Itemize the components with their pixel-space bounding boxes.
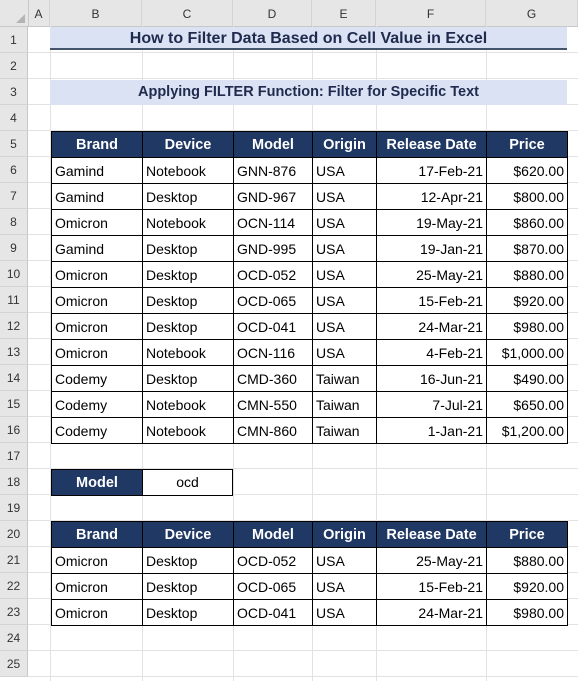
table-row (52, 366, 568, 392)
cell-origin[interactable]: USA (313, 314, 377, 340)
cell-price[interactable]: $980.00 (487, 314, 568, 340)
cell-device[interactable]: Notebook (143, 418, 234, 444)
row-header-16[interactable]: 16 (0, 417, 28, 443)
cell-release-date[interactable]: 12-Apr-21 (377, 184, 487, 210)
cell-release-date[interactable]: 19-May-21 (377, 210, 487, 236)
cell-price[interactable]: $920.00 (487, 574, 568, 600)
cell-origin[interactable]: USA (313, 548, 377, 574)
cell-origin[interactable]: USA (313, 574, 377, 600)
cell-model[interactable]: CMN-860 (234, 418, 313, 444)
cell-device[interactable]: Desktop (143, 574, 234, 600)
header-price[interactable]: Price (487, 522, 568, 548)
header-device[interactable]: Device (143, 132, 234, 158)
row-header-18[interactable]: 18 (0, 469, 28, 495)
row-header-15[interactable]: 15 (0, 391, 28, 417)
header-brand[interactable]: Brand (52, 132, 143, 158)
header-device[interactable]: Device (143, 522, 234, 548)
header-price[interactable]: Price (487, 132, 568, 158)
cell-price[interactable]: $980.00 (487, 600, 568, 626)
cell-release-date[interactable]: 25-May-21 (377, 548, 487, 574)
header-release-date[interactable]: Release Date (377, 522, 487, 548)
cell-price[interactable]: $620.00 (487, 158, 568, 184)
cell-origin[interactable]: Taiwan (313, 418, 377, 444)
cell-device[interactable]: Notebook (143, 210, 234, 236)
table-row (52, 600, 568, 626)
cell-origin[interactable]: Taiwan (313, 392, 377, 418)
cell-origin[interactable]: USA (313, 600, 377, 626)
gridline-horizontal (28, 52, 578, 53)
table-row (52, 574, 568, 600)
cell-release-date[interactable]: 19-Jan-21 (377, 236, 487, 262)
cell-origin[interactable]: USA (313, 158, 377, 184)
cell-device[interactable]: Desktop (143, 314, 234, 340)
cell-release-date[interactable]: 24-Mar-21 (377, 314, 487, 340)
section-subtitle: Applying FILTER Function: Filter for Specific Text (50, 80, 567, 105)
cell-brand[interactable]: Omicron (52, 548, 143, 574)
row-header-14[interactable]: 14 (0, 365, 28, 391)
row-header-21[interactable]: 21 (0, 547, 28, 573)
cell-model[interactable]: GNN-876 (234, 158, 313, 184)
cell-model[interactable]: OCD-041 (234, 314, 313, 340)
row-header-3[interactable]: 3 (0, 79, 28, 105)
table-row (52, 392, 568, 418)
cell-price[interactable]: $650.00 (487, 392, 568, 418)
criteria-label[interactable]: Model (51, 469, 143, 496)
cell-device[interactable]: Notebook (143, 158, 234, 184)
select-all-corner[interactable] (0, 0, 29, 26)
cell-device[interactable]: Desktop (143, 184, 234, 210)
header-model[interactable]: Model (234, 522, 313, 548)
row-header-5[interactable]: 5 (0, 131, 28, 157)
cell-model[interactable]: OCN-114 (234, 210, 313, 236)
table-row (52, 548, 568, 574)
sheet-title: How to Filter Data Based on Cell Value in Excel (50, 27, 567, 50)
cell-device[interactable]: Desktop (143, 600, 234, 626)
cell-model[interactable]: OCD-041 (234, 600, 313, 626)
header-model[interactable]: Model (234, 132, 313, 158)
row-header-6[interactable]: 6 (0, 157, 28, 183)
cell-brand[interactable]: Omicron (52, 574, 143, 600)
cell-device[interactable]: Desktop (143, 236, 234, 262)
gridline-horizontal (28, 650, 578, 651)
table-row (52, 418, 568, 444)
column-header-b[interactable]: B (50, 0, 142, 26)
cell-brand[interactable]: Codemy (52, 392, 143, 418)
cell-brand[interactable]: Omicron (52, 288, 143, 314)
cell-origin[interactable]: USA (313, 210, 377, 236)
cell-price[interactable]: $870.00 (487, 236, 568, 262)
cell-device[interactable]: Desktop (143, 262, 234, 288)
row-header-19[interactable]: 19 (0, 495, 28, 521)
table-row (52, 210, 568, 236)
cell-device[interactable]: Notebook (143, 392, 234, 418)
cell-device[interactable]: Desktop (143, 288, 234, 314)
source-table (51, 131, 568, 444)
cell-origin[interactable]: USA (313, 340, 377, 366)
row-header-13[interactable]: 13 (0, 339, 28, 365)
cell-brand[interactable]: Omicron (52, 210, 143, 236)
cell-price[interactable]: $880.00 (487, 262, 568, 288)
cell-model[interactable]: OCD-065 (234, 288, 313, 314)
column-header-f[interactable]: F (376, 0, 486, 26)
cell-model[interactable]: OCD-065 (234, 574, 313, 600)
row-header-4[interactable]: 4 (0, 105, 28, 131)
table-row (52, 158, 568, 184)
cell-model[interactable]: OCN-116 (234, 340, 313, 366)
cell-brand[interactable]: Omicron (52, 340, 143, 366)
cell-origin[interactable]: USA (313, 288, 377, 314)
cell-release-date[interactable]: 1-Jan-21 (377, 418, 487, 444)
column-header-e[interactable]: E (312, 0, 376, 26)
row-header-8[interactable]: 8 (0, 209, 28, 235)
cell-model[interactable]: CMD-360 (234, 366, 313, 392)
header-origin[interactable]: Origin (313, 132, 377, 158)
cell-device[interactable]: Notebook (143, 340, 234, 366)
table-row (52, 288, 568, 314)
cell-brand[interactable]: Gamind (52, 184, 143, 210)
row-header-2[interactable]: 2 (0, 53, 28, 79)
select-all-icon (16, 14, 25, 23)
cell-release-date[interactable]: 15-Feb-21 (377, 288, 487, 314)
header-brand[interactable]: Brand (52, 522, 143, 548)
cell-price[interactable]: $880.00 (487, 548, 568, 574)
table-row (52, 340, 568, 366)
cell-release-date[interactable]: 4-Feb-21 (377, 340, 487, 366)
row-header-11[interactable]: 11 (0, 287, 28, 313)
cell-brand[interactable]: Omicron (52, 262, 143, 288)
column-header-g[interactable]: G (486, 0, 578, 26)
row-header-25[interactable]: 25 (0, 651, 28, 677)
column-header-a[interactable]: A (28, 0, 50, 26)
table-row (52, 314, 568, 340)
cell-price[interactable]: $920.00 (487, 288, 568, 314)
table-row (52, 236, 568, 262)
cell-price[interactable]: $490.00 (487, 366, 568, 392)
cell-brand[interactable]: Gamind (52, 158, 143, 184)
cell-device[interactable]: Desktop (143, 366, 234, 392)
cell-release-date[interactable]: 16-Jun-21 (377, 366, 487, 392)
cell-release-date[interactable]: 24-Mar-21 (377, 600, 487, 626)
cell-brand[interactable]: Omicron (52, 600, 143, 626)
cell-price[interactable]: $860.00 (487, 210, 568, 236)
row-header-9[interactable]: 9 (0, 235, 28, 261)
row-header-7[interactable]: 7 (0, 183, 28, 209)
table-row (52, 184, 568, 210)
cell-price[interactable]: $1,200.00 (487, 418, 568, 444)
result-table (51, 521, 568, 626)
cell-brand[interactable]: Omicron (52, 314, 143, 340)
row-header-22[interactable]: 22 (0, 573, 28, 599)
cell-release-date[interactable]: 7-Jul-21 (377, 392, 487, 418)
cell-release-date[interactable]: 25-May-21 (377, 262, 487, 288)
cell-model[interactable]: GND-995 (234, 236, 313, 262)
cell-origin[interactable]: USA (313, 262, 377, 288)
cell-price[interactable]: $1,000.00 (487, 340, 568, 366)
row-header-1[interactable]: 1 (0, 27, 28, 53)
cell-model[interactable]: CMN-550 (234, 392, 313, 418)
row-header-12[interactable]: 12 (0, 313, 28, 339)
cell-price[interactable]: $800.00 (487, 184, 568, 210)
row-header-24[interactable]: 24 (0, 625, 28, 651)
table-row (52, 262, 568, 288)
cell-brand[interactable]: Gamind (52, 236, 143, 262)
gridline-horizontal (28, 78, 578, 79)
cell-release-date[interactable]: 15-Feb-21 (377, 574, 487, 600)
cell-model[interactable]: OCD-052 (234, 548, 313, 574)
criteria-input[interactable]: ocd (142, 469, 233, 496)
header-origin[interactable]: Origin (313, 522, 377, 548)
cell-origin[interactable]: USA (313, 184, 377, 210)
cell-brand[interactable]: Codemy (52, 366, 143, 392)
cell-brand[interactable]: Codemy (52, 418, 143, 444)
cell-model[interactable]: OCD-052 (234, 262, 313, 288)
cell-origin[interactable]: Taiwan (313, 366, 377, 392)
gridline-horizontal (28, 676, 578, 677)
cell-origin[interactable]: USA (313, 236, 377, 262)
cell-model[interactable]: GND-967 (234, 184, 313, 210)
column-header-d[interactable]: D (233, 0, 312, 26)
cell-device[interactable]: Desktop (143, 548, 234, 574)
cell-release-date[interactable]: 17-Feb-21 (377, 158, 487, 184)
row-header-23[interactable]: 23 (0, 599, 28, 625)
column-header-c[interactable]: C (142, 0, 233, 26)
header-release-date[interactable]: Release Date (377, 132, 487, 158)
row-header-20[interactable]: 20 (0, 521, 28, 547)
row-header-10[interactable]: 10 (0, 261, 28, 287)
row-header-17[interactable]: 17 (0, 443, 28, 469)
